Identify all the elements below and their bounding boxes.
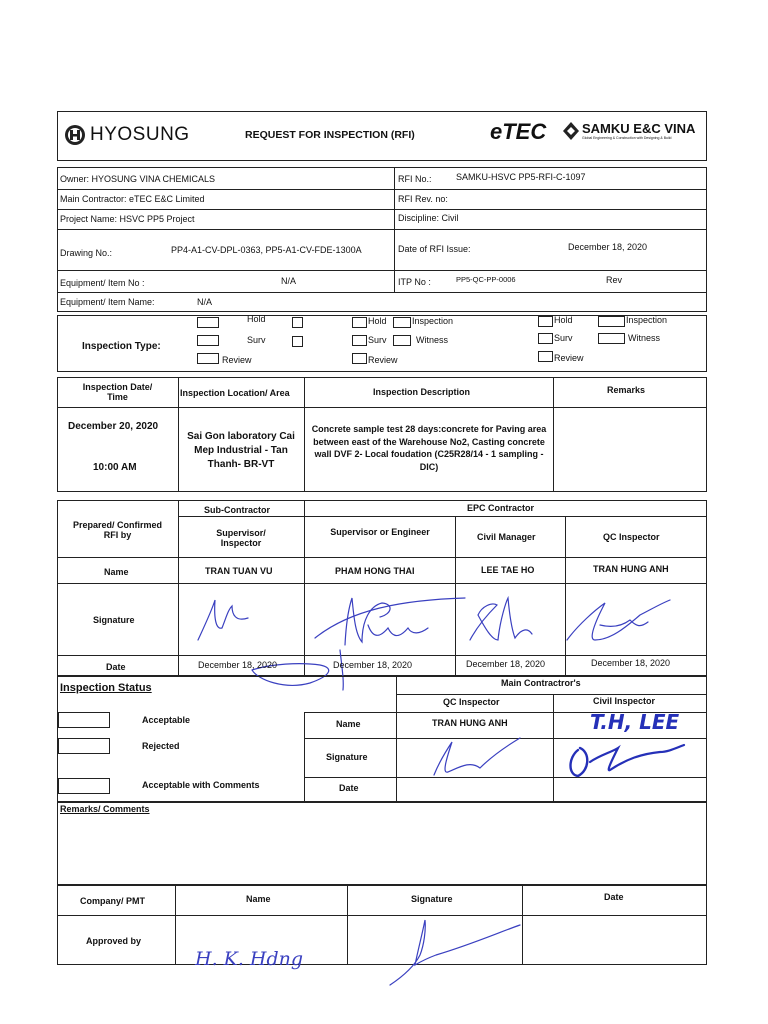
main-contractor-label: Main Contractror's (501, 678, 581, 688)
details-col-line (553, 377, 554, 492)
info-row-line (57, 209, 707, 210)
status-col-line (304, 712, 305, 802)
approved-by-label: Approved by (86, 936, 142, 946)
header-remarks: Remarks (607, 385, 646, 395)
status-civil-inspector-label: Civil Inspector (593, 696, 656, 706)
drawing-label: Drawing No.: (60, 248, 113, 258)
col-supervisor-engineer: Supervisor or Engineer (330, 527, 430, 537)
review-checkbox-1[interactable] (197, 353, 219, 364)
name-cell-1: TRAN TUAN VU (205, 566, 273, 576)
signoff-line (57, 583, 707, 584)
prepared-label: Prepared/ Confirmed RFI by (72, 520, 163, 540)
approval-col-line (347, 885, 348, 965)
signoff-col-line (565, 516, 566, 676)
name-row-label: Name (104, 567, 129, 577)
sub-contractor-label: Sub-Contractor (204, 505, 270, 515)
rfi-rev-label: RFI Rev. no: (398, 194, 448, 204)
itp-rev-label: Rev (606, 275, 623, 285)
contractor-text: Main Contractor: eTEC E&C Limited (60, 194, 205, 204)
status-line (304, 777, 707, 778)
surv-label-1: Surv (247, 335, 266, 345)
witness-checkbox-1[interactable] (292, 336, 303, 347)
approval-signature-label: Signature (411, 894, 453, 904)
inspection-label-3: Inspection (626, 315, 668, 325)
status-qc-name: TRAN HUNG ANH (432, 718, 508, 728)
review-label-2: Review (368, 355, 398, 365)
rfi-date-label: Date of RFI Issue: (398, 244, 471, 254)
rejected-label: Rejected (142, 741, 180, 751)
review-label-1: Review (222, 355, 252, 365)
header-location: Inspection Location/ Area (180, 388, 290, 398)
signoff-col-line (304, 500, 305, 676)
hold-label-3: Hold (554, 315, 573, 325)
info-row-line (57, 189, 707, 190)
approval-line (57, 915, 707, 916)
rejected-checkbox[interactable] (58, 738, 110, 754)
name-cell-4: TRAN HUNG ANH (593, 564, 669, 574)
inspection-date: December 20, 2020 (68, 421, 159, 432)
inspection-status-title: Inspection Status (60, 682, 152, 694)
inspection-checkbox-2[interactable] (393, 317, 411, 328)
surv-checkbox-1[interactable] (197, 335, 219, 346)
approval-name-label: Name (246, 894, 271, 904)
samku-logo-text: SAMKU E&C VINA (582, 121, 696, 136)
name-cell-3: LEE TAE HO (481, 565, 535, 575)
witness-checkbox-3[interactable] (598, 333, 625, 344)
details-col-line (304, 377, 305, 492)
equip-no-label: Equipment/ Item No : (60, 278, 145, 288)
signature-row-label: Signature (93, 615, 135, 625)
status-line (396, 694, 707, 695)
date-cell-1: December 18, 2020 (198, 660, 278, 670)
date-row-label: Date (106, 662, 126, 672)
name-cell-2: PHAM HONG THAI (335, 566, 415, 576)
witness-label-2: Witness (416, 335, 449, 345)
surv-label-3: Surv (554, 333, 573, 343)
acceptable-checkbox[interactable] (58, 712, 110, 728)
etec-logo: eTEC (490, 119, 547, 144)
rfi-date-value: December 18, 2020 (568, 242, 648, 252)
approver-handwritten-name: H. K. Hdng (195, 948, 304, 970)
details-header-line (57, 407, 707, 408)
signoff-line (57, 557, 707, 558)
rfi-no-label: RFI No.: (398, 174, 432, 184)
status-name-label: Name (336, 719, 361, 729)
hold-label-1: Hold (247, 314, 266, 324)
samku-tagline: Global Engineering & Construction with Designing & Build (582, 136, 672, 140)
rfi-no-value: SAMKU-HSVC PP5-RFI-C-1097 (456, 172, 586, 182)
date-cell-4: December 18, 2020 (591, 658, 671, 668)
header-date-time: Inspection Date/ Time (82, 382, 153, 402)
witness-label-3: Witness (628, 333, 661, 343)
col-civil-manager: Civil Manager (477, 532, 536, 542)
info-row-line (57, 229, 707, 230)
review-label-3: Review (554, 353, 584, 363)
info-row-line (57, 270, 707, 271)
equip-name-value: N/A (197, 297, 213, 307)
col-supervisor-inspector: Supervisor/ Inspector (216, 528, 266, 548)
inspection-description: Concrete sample test 28 days:concrete for Paving area between east of the Warehouse No2, Casting concrete wall DVF 2- Local foudation (C25R28/14 - 1 sampling - DIC) (311, 424, 547, 472)
witness-checkbox-2[interactable] (393, 335, 411, 346)
hold-checkbox-1[interactable] (197, 317, 219, 328)
surv-checkbox-2[interactable] (352, 335, 367, 346)
hyosung-logo-text: HYOSUNG (90, 124, 190, 145)
hold-checkbox-2[interactable] (352, 317, 367, 328)
approval-col-line (175, 885, 176, 965)
acceptable-comments-label: Acceptable with Comments (142, 780, 260, 790)
date-cell-3: December 18, 2020 (466, 659, 546, 669)
acceptable-label: Acceptable (142, 715, 191, 725)
surv-label-2: Surv (368, 335, 387, 345)
status-line (304, 738, 707, 739)
header-description: Inspection Description (373, 387, 471, 397)
project-text: Project Name: HSVC PP5 Project (60, 214, 195, 224)
form-title: REQUEST FOR INSPECTION (RFI) (245, 129, 415, 141)
status-signature-label: Signature (326, 752, 368, 762)
inspection-location: Sai Gon laboratory Cai Mep Industrial - Tan Thanh- BR-VT (187, 431, 295, 470)
signoff-col-line (455, 516, 456, 676)
equip-no-value: N/A (281, 276, 297, 286)
review-checkbox-2[interactable] (352, 353, 367, 364)
itp-label: ITP No : (398, 277, 431, 287)
status-col-line (396, 712, 397, 802)
signoff-line (178, 516, 707, 517)
signoff-line (57, 655, 707, 656)
hold-label-2: Hold (368, 316, 387, 326)
hyosung-logo (64, 124, 190, 146)
inspection-checkbox-1[interactable] (292, 317, 303, 328)
owner-text: Owner: HYOSUNG VINA CHEMICALS (60, 174, 216, 184)
status-col-line (553, 694, 554, 802)
civil-inspector-handwritten: T.H, LEE (590, 710, 680, 734)
hyosung-emblem-icon (64, 124, 86, 146)
epc-contractor-label: EPC Contractor (467, 503, 535, 513)
date-cell-2: December 18, 2020 (333, 660, 413, 670)
review-checkbox-3[interactable] (538, 351, 553, 362)
inspection-label-2: Inspection (412, 316, 454, 326)
col-qc-inspector: QC Inspector (603, 532, 660, 542)
remarks-box (57, 802, 707, 885)
discipline-text: Discipline: Civil (398, 213, 459, 223)
itp-value: PP5-QC-PP-0006 (456, 275, 516, 284)
inspection-type-label: Inspection Type: (82, 341, 161, 352)
signoff-col-line (178, 500, 179, 676)
hold-checkbox-3[interactable] (538, 316, 553, 327)
samku-logo (563, 121, 695, 140)
acceptable-comments-checkbox[interactable] (58, 778, 110, 794)
info-row-line (57, 292, 707, 293)
approval-date-label: Date (604, 892, 624, 902)
inspection-checkbox-3[interactable] (598, 316, 625, 327)
remarks-label: Remarks/ Comments (60, 804, 150, 814)
status-date-label: Date (339, 783, 359, 793)
equip-name-label: Equipment/ Item Name: (60, 297, 155, 307)
details-col-line (178, 377, 179, 492)
samku-diamond-icon (563, 122, 579, 140)
status-qc-inspector-label: QC Inspector (443, 697, 500, 707)
inspection-time: 10:00 AM (93, 462, 137, 473)
approval-col-line (522, 885, 523, 965)
company-pmt-label: Company/ PMT (80, 896, 146, 906)
surv-checkbox-3[interactable] (538, 333, 553, 344)
drawing-value: PP4-A1-CV-DPL-0363, PP5-A1-CV-FDE-1300A (171, 245, 362, 255)
